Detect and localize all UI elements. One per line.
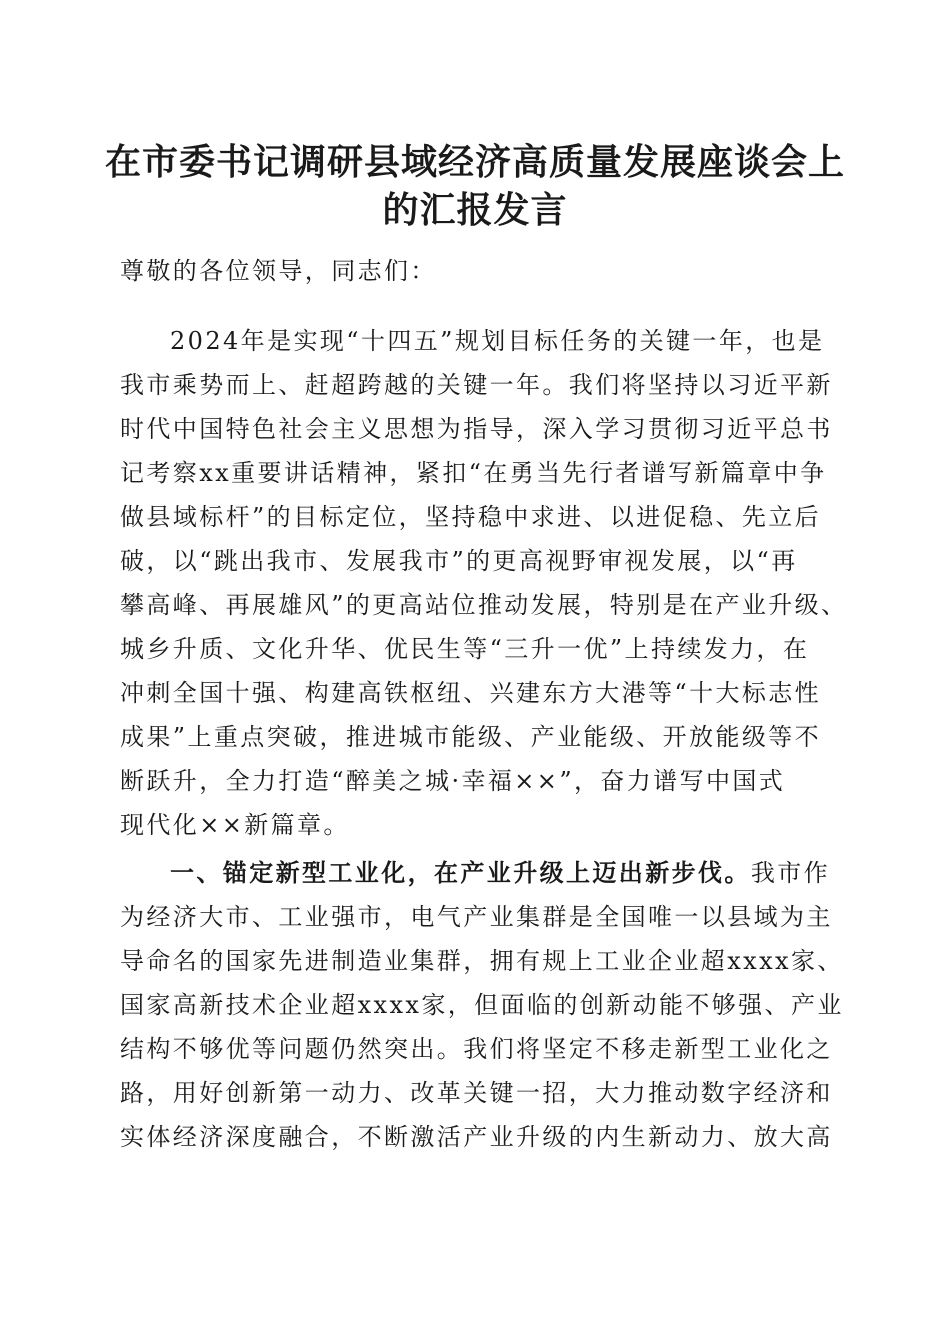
section-1-line: 路，用好创新第一动力、改革关键一招，大力推动数字经济和: [120, 1079, 833, 1107]
section-1-first-line-rest: 我市作: [750, 859, 831, 887]
paragraph-1-line: 做县域标杆”的目标定位，坚持稳中求进、以进促稳、先立后: [120, 503, 822, 531]
section-1-line: 结构不够优等问题仍然突出。我们将坚定不移走新型工业化之: [120, 1035, 833, 1063]
paragraph-1-line: 城乡升质、文化升华、优民生等“三升一优”上持续发力，在: [120, 635, 810, 663]
section-1-line: 国家高新技术企业超xxxx家，但面临的创新动能不够强、产业: [120, 991, 844, 1019]
paragraph-1-line: 记考察xx重要讲话精神，紧扣“在勇当先行者谱写新篇章中争: [120, 459, 827, 487]
paragraph-1-line: 攀高峰、再展雄风”的更高站位推动发展，特别是在产业升级、: [120, 591, 848, 619]
paragraph-1-line: 我市乘势而上、赶超跨越的关键一年。我们将坚持以习近平新: [120, 371, 833, 399]
salutation: 尊敬的各位领导，同志们：: [120, 257, 437, 285]
paragraph-1-line: 破，以“跳出我市、发展我市”的更高视野审视发展，以“再: [120, 547, 798, 575]
paragraph-1-line: 时代中国特色社会主义思想为指导，深入学习贯彻习近平总书: [120, 415, 833, 443]
document-title-line-2: 的汇报发言: [382, 189, 568, 231]
paragraph-1-line: 成果”上重点突破，推进城市能级、产业能级、开放能级等不: [120, 723, 822, 751]
section-1-heading: 一、锚定新型工业化，在产业升级上迈出新步伐。: [170, 858, 751, 887]
paragraph-1-line: 现代化××新篇章。: [120, 811, 350, 839]
section-1-line: 导命名的国家先进制造业集群，拥有规上工业企业超xxxx家、: [120, 947, 844, 975]
section-1-first-line: [170, 858, 830, 888]
document-title-line-1: 在市委书记调研县域经济高质量发展座谈会上: [104, 141, 845, 183]
paragraph-1-line: 2024年是实现“十四五”规划目标任务的关键一年，也是: [170, 327, 825, 355]
section-1-line: 实体经济深度融合，不断激活产业升级的内生新动力、放大高: [120, 1123, 833, 1151]
paragraph-1-line: 冲刺全国十强、构建高铁枢纽、兴建东方大港等“十大标志性: [120, 679, 822, 707]
section-1-line: 为经济大市、工业强市，电气产业集群是全国唯一以县域为主: [120, 903, 833, 931]
paragraph-1-line: 断跃升，全力打造“醉美之城·幸福××”，奋力谱写中国式: [120, 767, 786, 795]
